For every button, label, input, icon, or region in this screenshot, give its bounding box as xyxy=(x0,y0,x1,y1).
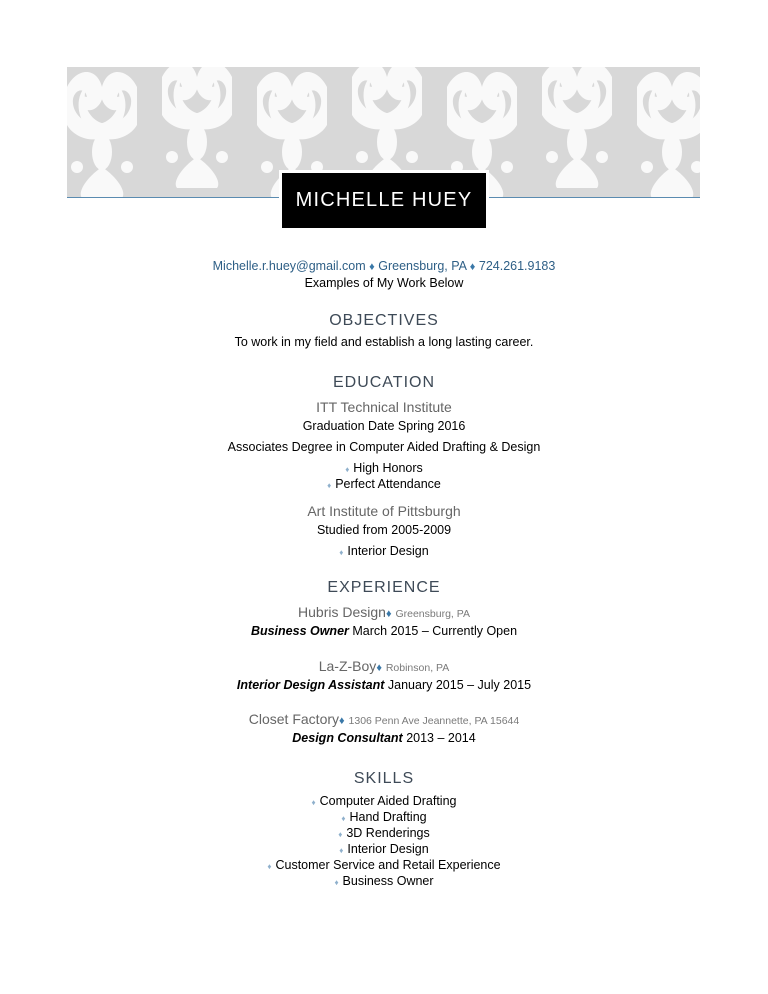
diamond-bullet-icon: ♦ xyxy=(327,481,332,490)
contact-phone: 724.261.9183 xyxy=(478,259,556,273)
name-box xyxy=(279,170,489,231)
school-name: ITT Technical Institute xyxy=(316,399,452,415)
diamond-bullet-icon: ♦ xyxy=(338,830,343,839)
job-location: Robinson, PA xyxy=(385,662,450,674)
diamond-bullet-icon: ♦ xyxy=(339,846,344,855)
email-link[interactable]: Michelle.r.huey@gmail.com xyxy=(212,259,366,273)
diamond-bullet-icon: ♦ xyxy=(311,798,316,807)
diamond-bullet-icon: ♦ xyxy=(345,465,350,474)
diamond-bullet-icon: ♦ xyxy=(341,814,346,823)
job-company: Hubris Design xyxy=(298,604,386,620)
job-title: Interior Design Assistant xyxy=(236,678,385,692)
list-item: ♦ 3D Renderings xyxy=(338,826,430,840)
list-item: ♦ Interior Design xyxy=(339,842,429,856)
job-dates: 2013 – 2014 xyxy=(406,731,476,745)
job-company-line xyxy=(0,710,768,730)
diamond-bullet-icon: ♦ xyxy=(334,878,339,887)
diamond-bullet-icon: ♦ xyxy=(267,862,272,871)
diamond-icon: ♦ xyxy=(339,715,345,727)
objectives-text: To work in my field and establish a long lasting career. xyxy=(234,335,534,349)
list-item: ♦ Customer Service and Retail Experience xyxy=(267,858,501,872)
contact-line xyxy=(0,258,768,275)
school-detail: Graduation Date Spring 2016 xyxy=(302,419,466,433)
contact-location: Greensburg, PA xyxy=(378,259,467,273)
list-item: ♦ Perfect Attendance xyxy=(327,477,441,491)
diamond-icon: ♦ xyxy=(369,261,375,273)
list-item: ♦ High Honors xyxy=(345,461,423,475)
job-location: 1306 Penn Ave Jeannette, PA 15644 xyxy=(348,715,520,727)
school-detail: Associates Degree in Computer Aided Drafting & Design xyxy=(227,440,541,454)
job-title: Design Consultant xyxy=(292,731,403,745)
job-company-line xyxy=(0,603,768,623)
diamond-icon: ♦ xyxy=(376,662,382,674)
candidate-name: MICHELLE HUEY xyxy=(282,173,486,228)
list-item: ♦ Business Owner xyxy=(334,874,434,888)
school-name: Art Institute of Pittsburgh xyxy=(307,503,461,519)
job-location: Greensburg, PA xyxy=(395,608,470,620)
school-detail: Studied from 2005-2009 xyxy=(316,523,452,537)
diamond-bullet-icon: ♦ xyxy=(339,548,344,557)
skills-heading: SKILLS xyxy=(353,770,415,787)
job-title: Business Owner xyxy=(250,624,349,638)
job-company: La-Z-Boy xyxy=(318,658,377,674)
job-title-line xyxy=(0,730,768,746)
objectives-heading: OBJECTIVES xyxy=(329,312,439,329)
job-dates: January 2015 – July 2015 xyxy=(387,678,532,692)
diamond-icon: ♦ xyxy=(385,608,392,620)
job-title-line xyxy=(0,623,768,639)
job-company-line xyxy=(0,657,768,677)
list-item: ♦ Interior Design xyxy=(339,544,429,558)
list-item: ♦ Hand Drafting xyxy=(341,810,427,824)
list-item: ♦ Computer Aided Drafting xyxy=(311,794,457,808)
experience-heading: EXPERIENCE xyxy=(327,579,441,596)
job-dates: March 2015 – Currently Open xyxy=(352,624,518,638)
diamond-icon: ♦ xyxy=(469,261,476,273)
job-company: Closet Factory xyxy=(248,711,340,727)
job-title-line xyxy=(0,677,768,693)
examples-note: Examples of My Work Below xyxy=(304,276,464,290)
education-heading: EDUCATION xyxy=(332,374,436,391)
